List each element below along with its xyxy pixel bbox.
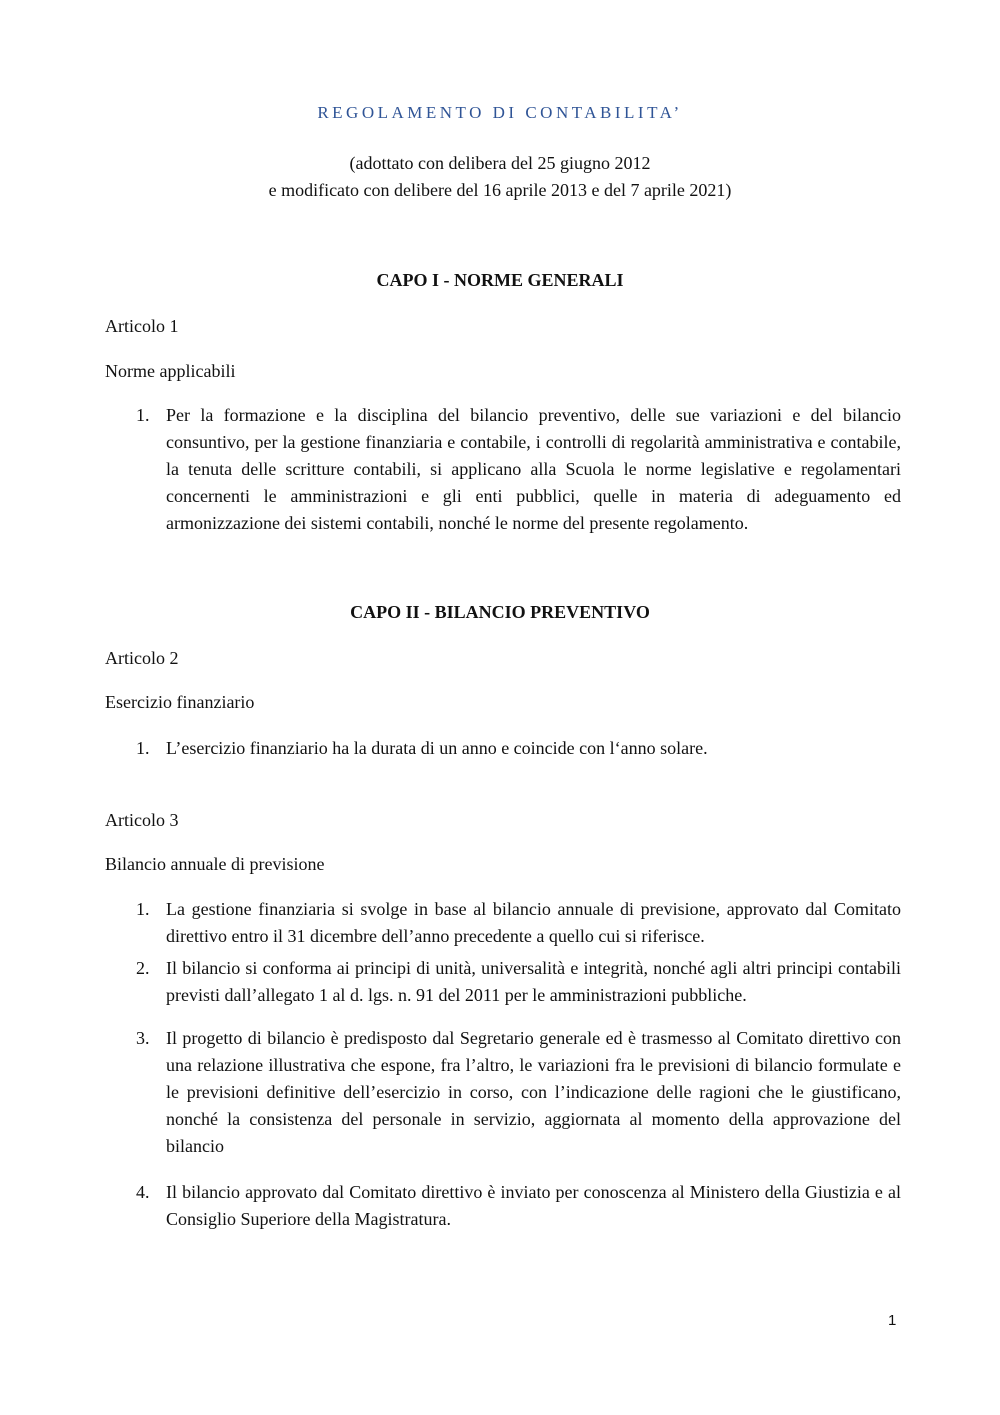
- document-title: REGOLAMENTO DI CONTABILITA’: [317, 103, 683, 122]
- articolo-2-item-1: [105, 735, 901, 762]
- capo-1-heading: CAPO I - NORME GENERALI: [376, 270, 624, 290]
- articolo-1-label: Articolo 1: [105, 316, 179, 336]
- item-text: Il progetto di bilancio è predisposto dal Segretario generale ed è trasmesso al Comitato direttivo con una relazione illustrativa che espone, fra l’altro, le variazioni fra le previsioni di bilancio formulate e le previsioni definitive dell’esercizio in corso, con l’indicazione delle ragioni che le giustificano, nonché la consistenza del personale in servizio, aggiornata al momento della approvazione del bilancio: [166, 1028, 901, 1156]
- articolo-3-item-1: [105, 896, 901, 950]
- articolo-3-item-4: [105, 1179, 901, 1233]
- item-number: 1.: [136, 899, 150, 919]
- item-number: 2.: [136, 958, 150, 978]
- articolo-2-label: Articolo 2: [105, 648, 179, 668]
- articolo-3-item-3: [105, 1025, 901, 1160]
- item-text: Il bilancio approvato dal Comitato direttivo è inviato per conoscenza al Ministero della Giustizia e al Consiglio Superiore della Magistratura.: [166, 1182, 901, 1229]
- item-number: 3.: [136, 1028, 150, 1048]
- item-number: 1.: [136, 738, 150, 758]
- item-text: La gestione finanziaria si svolge in base al bilancio annuale di previsione, approvato dal Comitato direttivo entro il 31 dicembre dell’anno precedente a quello cui si riferisce.: [166, 899, 901, 946]
- articolo-2-title: Esercizio finanziario: [105, 692, 255, 712]
- subtitle-line-1: (adottato con delibera del 25 giugno 2012: [349, 153, 651, 173]
- item-text: L’esercizio finanziario ha la durata di un anno e coincide con l‘anno solare.: [166, 738, 708, 758]
- articolo-1-item-1: [105, 402, 901, 537]
- articolo-3-title: Bilancio annuale di previsione: [105, 854, 325, 874]
- item-text: Per la formazione e la disciplina del bilancio preventivo, delle sue variazioni e del bilancio consuntivo, per la gestione finanziaria e contabile, i controlli di regolarità amministrativa e contabile, la tenuta delle scritture contabili, si applicano alla Scuola le norme legislative e regolamentari concernenti le amministrazioni e gli enti pubblici, quelle in materia di adeguamento ed armonizzazione dei sistemi contabili, nonché le norme del presente regolamento.: [166, 405, 901, 533]
- articolo-3-item-2: [105, 955, 901, 1009]
- articolo-1-title: Norme applicabili: [105, 361, 236, 381]
- capo-2-heading: CAPO II - BILANCIO PREVENTIVO: [350, 602, 650, 622]
- item-text: Il bilancio si conforma ai principi di unità, universalità e integrità, nonché agli altri principi contabili previsti dall’allegato 1 al d. lgs. n. 91 del 2011 per le amministrazioni pubbliche.: [166, 958, 901, 1005]
- item-number: 4.: [136, 1182, 150, 1202]
- item-number: 1.: [136, 405, 150, 425]
- articolo-3-label: Articolo 3: [105, 810, 179, 830]
- page-number: 1: [888, 1312, 897, 1329]
- document-subtitle: [0, 150, 1000, 204]
- subtitle-line-2: e modificato con delibere del 16 aprile 2013 e del 7 aprile 2021): [268, 180, 732, 200]
